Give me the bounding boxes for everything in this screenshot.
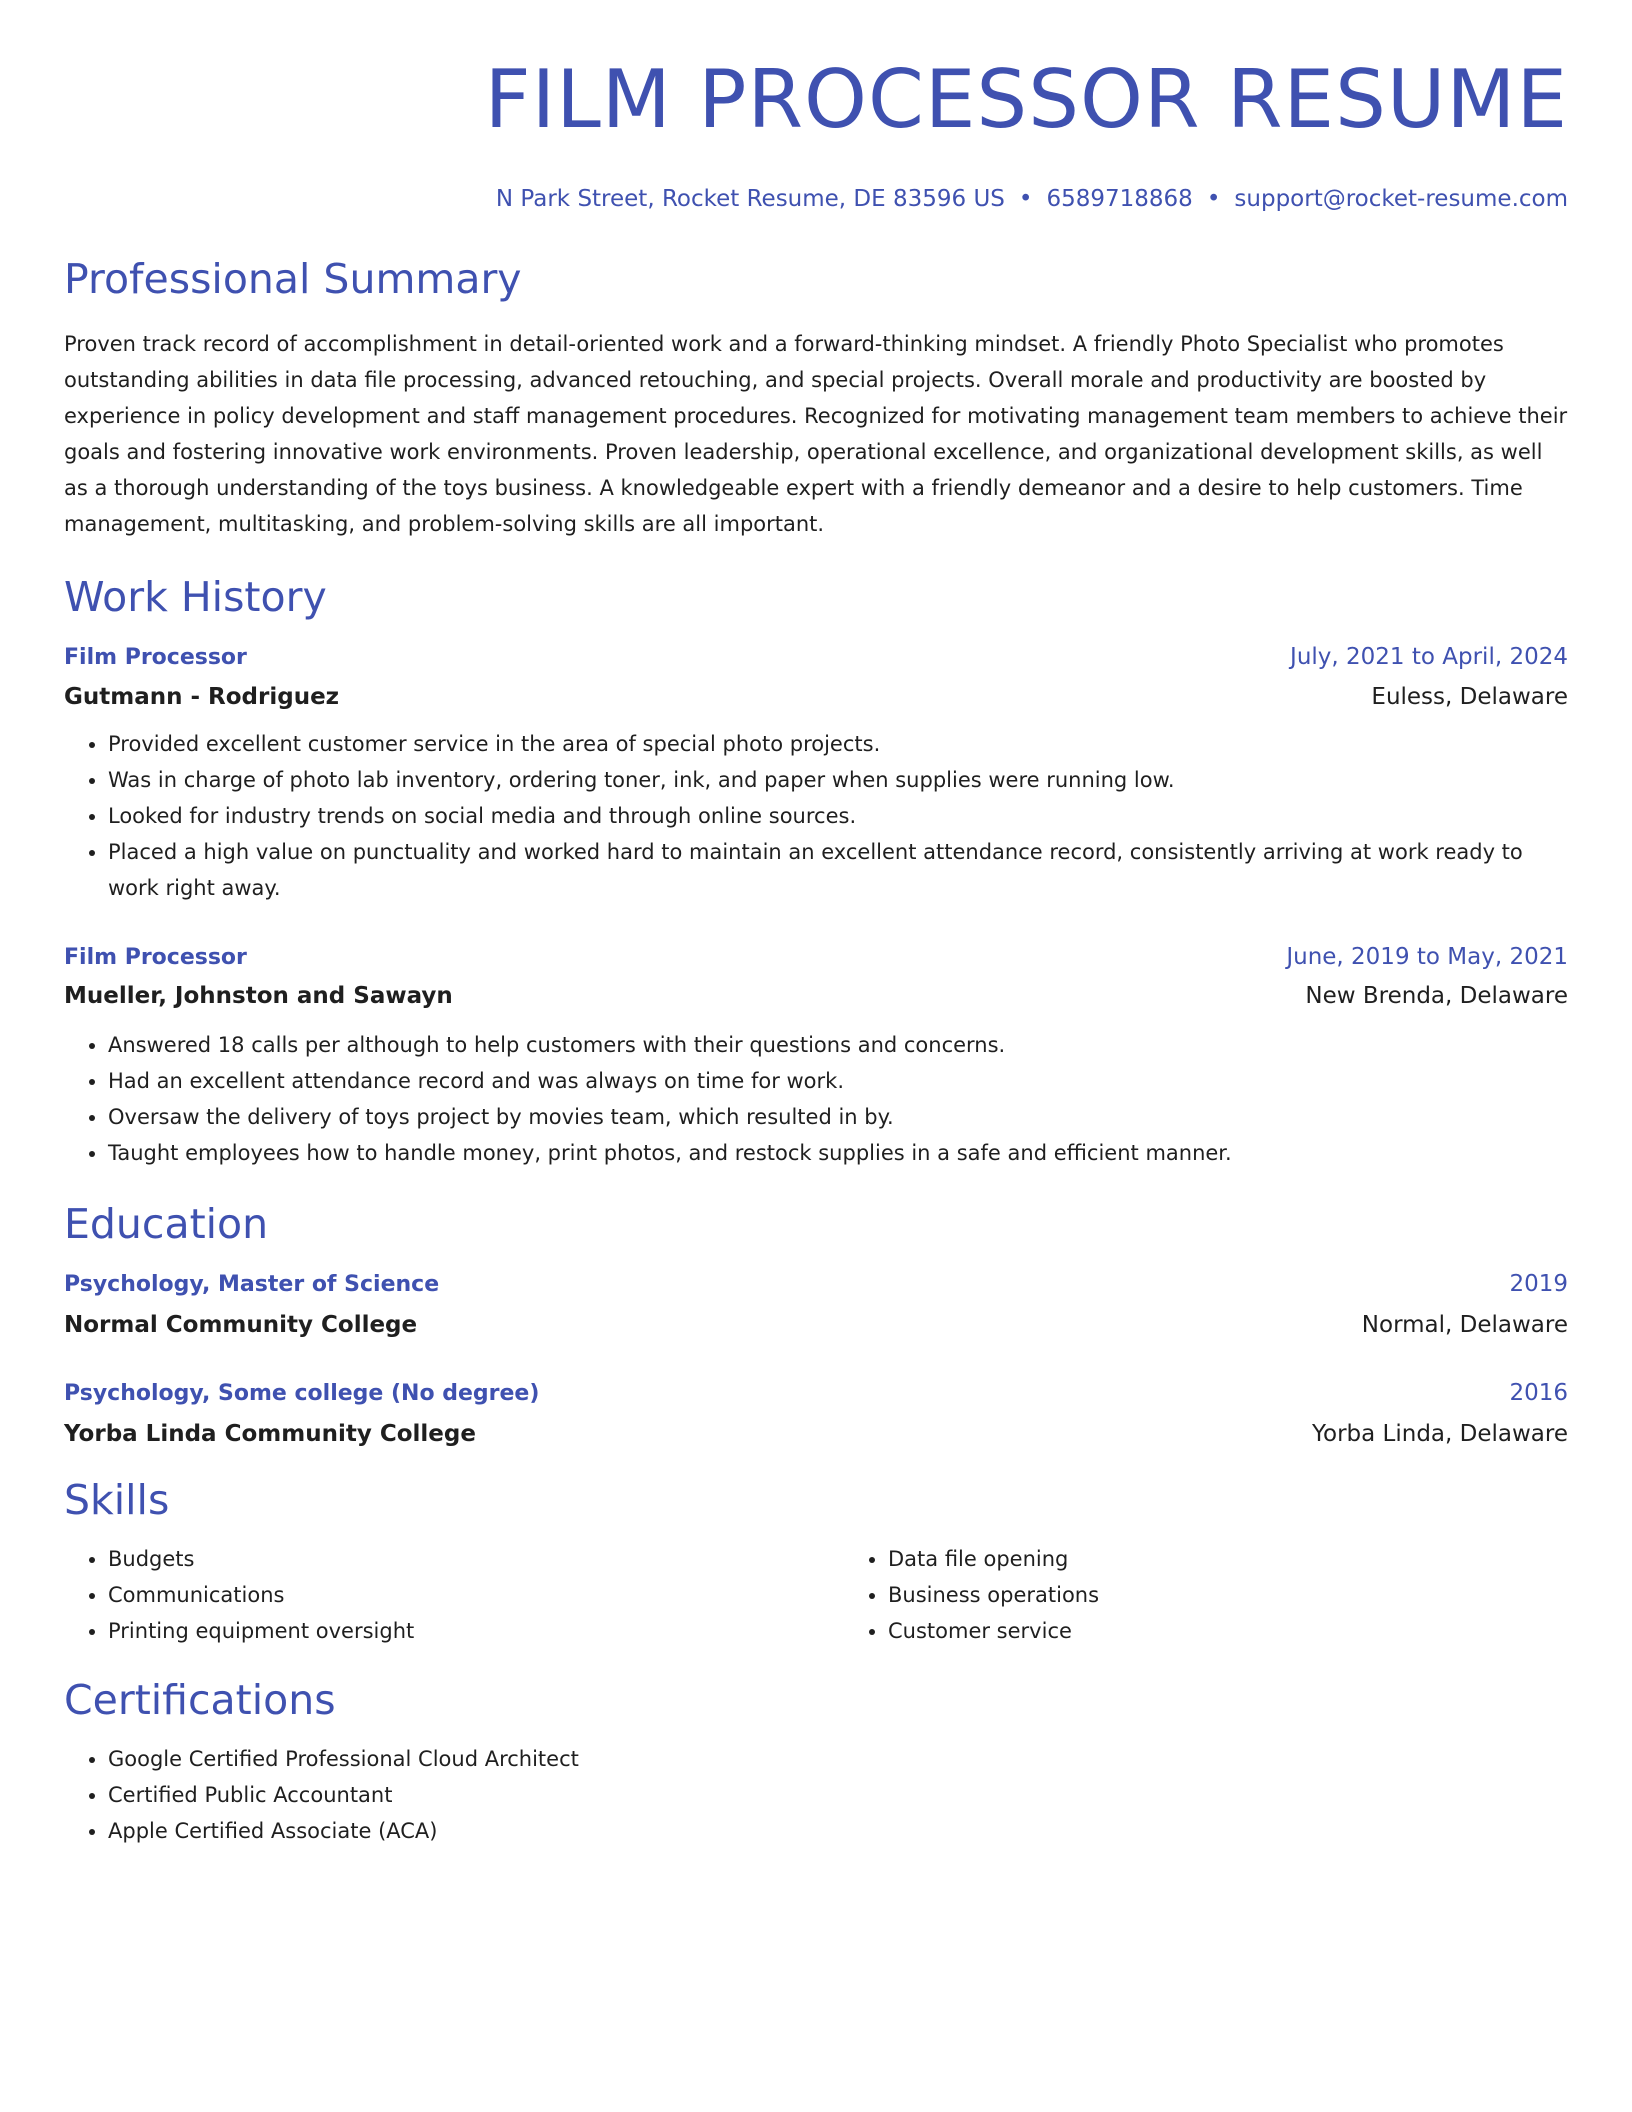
list-item: • Looked for industry trends on social media and through online sources. <box>108 798 1568 834</box>
list-item: • Was in charge of photo lab inventory, ordering toner, ink, and paper when supplies were running low. <box>108 762 1568 798</box>
job-company: Gutmann - Rodriguez <box>64 684 340 710</box>
job-dates: June, 2019 to May, 2021 <box>1286 944 1568 970</box>
section-title-summary: Professional Summary <box>64 255 522 303</box>
skills-list-left <box>64 1541 844 1649</box>
job-company: Mueller, Johnston and Sawayn <box>64 983 453 1009</box>
list-item: • Placed a high value on punctuality and worked hard to maintain an excellent attendance record, consistently arriving at work ready to work right away. <box>108 834 1568 906</box>
contact-separator: • <box>1206 186 1221 212</box>
list-item: • Google Certified Professional Cloud Architect <box>108 1741 1568 1777</box>
phone: 6589718868 <box>1046 186 1193 212</box>
skills-list-right <box>844 1541 1624 1649</box>
education-entry <box>64 1269 1568 1340</box>
job-role: Film Processor <box>64 645 247 670</box>
job-bullets <box>64 1027 1568 1171</box>
education-section <box>64 1199 1568 1449</box>
section-title-certifications: Certifications <box>64 1676 336 1724</box>
job-location: New Brenda, Delaware <box>1305 983 1568 1009</box>
email: support@rocket-resume.com <box>1234 186 1568 212</box>
education-location: Normal, Delaware <box>1361 1312 1568 1338</box>
section-title-education: Education <box>64 1200 269 1248</box>
job-entry <box>64 942 1568 1171</box>
skills-grid <box>64 1541 1568 1649</box>
list-item: • Business operations <box>888 1577 1624 1613</box>
list-item: • Provided excellent customer service in the area of special photo projects. <box>108 726 1568 762</box>
job-entry <box>64 642 1568 906</box>
resume-title: FILM PROCESSOR RESUME <box>484 53 1568 146</box>
job-bullets <box>64 726 1568 906</box>
certifications-list <box>64 1741 1568 1849</box>
work-history-section <box>64 572 1568 1171</box>
education-degree: Psychology, Some college (No degree) <box>64 1381 540 1406</box>
job-role: Film Processor <box>64 945 247 970</box>
certifications-section <box>64 1675 1568 1849</box>
summary-section <box>64 254 1568 542</box>
summary-text: Proven track record of accomplishment in detail-oriented work and a forward-thinking mindset. A friendly Photo Specialist who promotes outstanding abilities in data file processing, advanced retouching, and special projects. Overall morale and productivity are boosted by experience in policy development and staff management procedures. Recognized for motivating management team members to achieve their goals and fostering innovative work environments. Proven leadership, operational excellence, and organizational development skills, as well as a thorough understanding of the toys business. A knowledgeable expert with a friendly demeanor and a desire to help customers. Time management, multitasking, and problem-solving skills are all important. <box>64 332 1568 536</box>
education-school: Yorba Linda Community College <box>64 1421 476 1447</box>
contact-line <box>64 184 1568 214</box>
list-item: • Customer service <box>888 1613 1624 1649</box>
skills-section <box>64 1475 1568 1649</box>
list-item: • Taught employees how to handle money, print photos, and restock supplies in a safe and efficient manner. <box>108 1135 1568 1171</box>
contact-separator: • <box>1018 186 1033 212</box>
job-dates: July, 2021 to April, 2024 <box>1290 644 1568 670</box>
education-entry <box>64 1378 1568 1449</box>
list-item: • Data file opening <box>888 1541 1624 1577</box>
education-year: 2019 <box>1509 1271 1568 1297</box>
education-year: 2016 <box>1509 1380 1568 1406</box>
education-school: Normal Community College <box>64 1312 418 1338</box>
education-degree: Psychology, Master of Science <box>64 1272 440 1297</box>
education-location: Yorba Linda, Delaware <box>1312 1421 1568 1447</box>
list-item: • Answered 18 calls per although to help customers with their questions and concerns. <box>108 1027 1568 1063</box>
section-title-skills: Skills <box>64 1476 170 1524</box>
list-item: • Communications <box>108 1577 844 1613</box>
job-location: Euless, Delaware <box>1371 684 1568 710</box>
address: N Park Street, Rocket Resume, DE 83596 US <box>495 186 1005 212</box>
list-item: • Printing equipment oversight <box>108 1613 844 1649</box>
list-item: • Had an excellent attendance record and was always on time for work. <box>108 1063 1568 1099</box>
list-item: • Certified Public Accountant <box>108 1777 1568 1813</box>
list-item: • Oversaw the delivery of toys project by movies team, which resulted in by. <box>108 1099 1568 1135</box>
list-item: • Apple Certified Associate (ACA) <box>108 1813 1568 1849</box>
list-item: • Budgets <box>108 1541 844 1577</box>
section-title-work-history: Work History <box>64 573 327 621</box>
